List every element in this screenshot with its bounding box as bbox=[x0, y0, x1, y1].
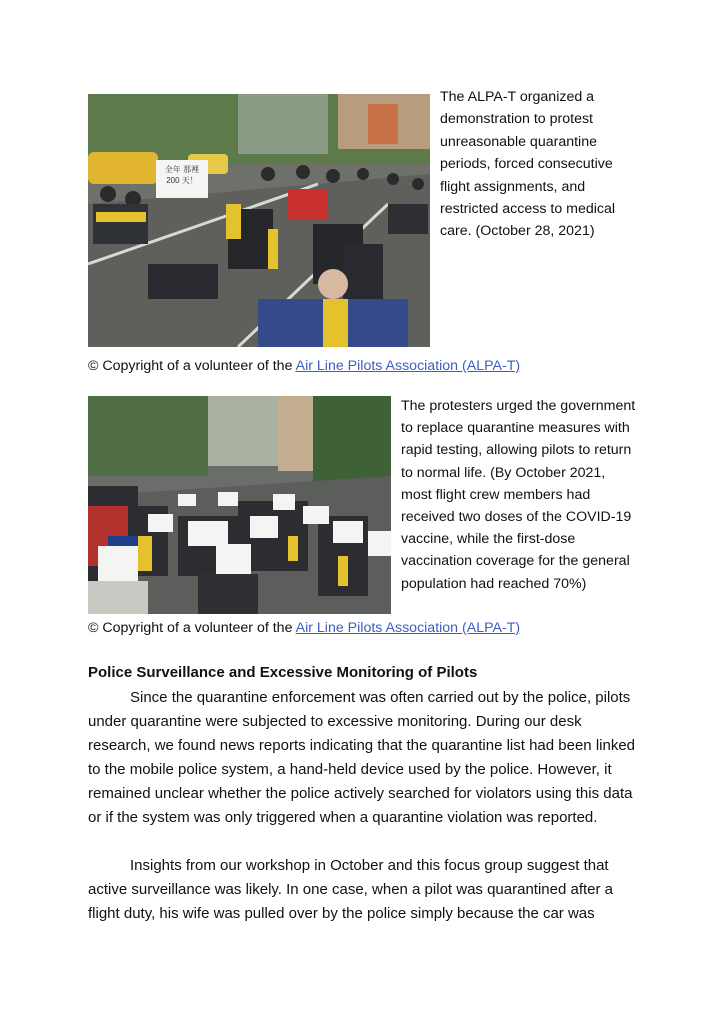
body-paragraph: Since the quarantine enforcement was often carried out by the police, pilots under quarantine were subjected to excessive monitoring. During our desk research, we found news reports indicating that the quarantine list had been linked to the mobile police system, a hand-held device used by the police. However, it remained unclear whether the police actively searched for violators using this data or if the system was only triggered when a quarantine violation was reported. bbox=[88, 689, 636, 826]
figure-2-caption: The protesters urged the government to replace quarantine measures with rapid testing, allowing pilots to return to normal life. (By October 2021, most flight crew members had received two doses of the COVID-19 vaccine, while the first-dose vaccination coverage for the general population had reached 70%) bbox=[401, 398, 636, 592]
figure-1-caption: The ALPA-T organized a demonstration to protest unreasonable quarantine periods, forced consecutive flight assignments, and restricted access to medical care. (October 28, 2021) bbox=[440, 89, 616, 240]
protest-sign-text: 全年 那裡 200 天！ bbox=[164, 165, 200, 185]
protest-photo-1 bbox=[88, 94, 430, 347]
credit-prefix: © Copyright of a volunteer of the bbox=[88, 358, 296, 374]
protest-photo-2 bbox=[88, 396, 391, 614]
alpa-t-link[interactable]: Air Line Pilots Association (ALPA-T) bbox=[295, 620, 521, 636]
credit-prefix: © Copyright of a volunteer of the bbox=[88, 620, 296, 636]
figure-1-credit bbox=[88, 356, 520, 376]
figure-2-credit bbox=[88, 618, 520, 638]
section-heading: Police Surveillance and Excessive Monitoring of Pilots bbox=[88, 664, 478, 681]
body-paragraph: Insights from our workshop in October and this focus group suggest that active surveillance was likely. In one case, when a pilot was quarantined after a flight duty, his wife was pulled over by the police simply because the car was bbox=[88, 857, 614, 922]
alpa-t-link[interactable]: Air Line Pilots Association (ALPA-T) bbox=[295, 358, 521, 374]
